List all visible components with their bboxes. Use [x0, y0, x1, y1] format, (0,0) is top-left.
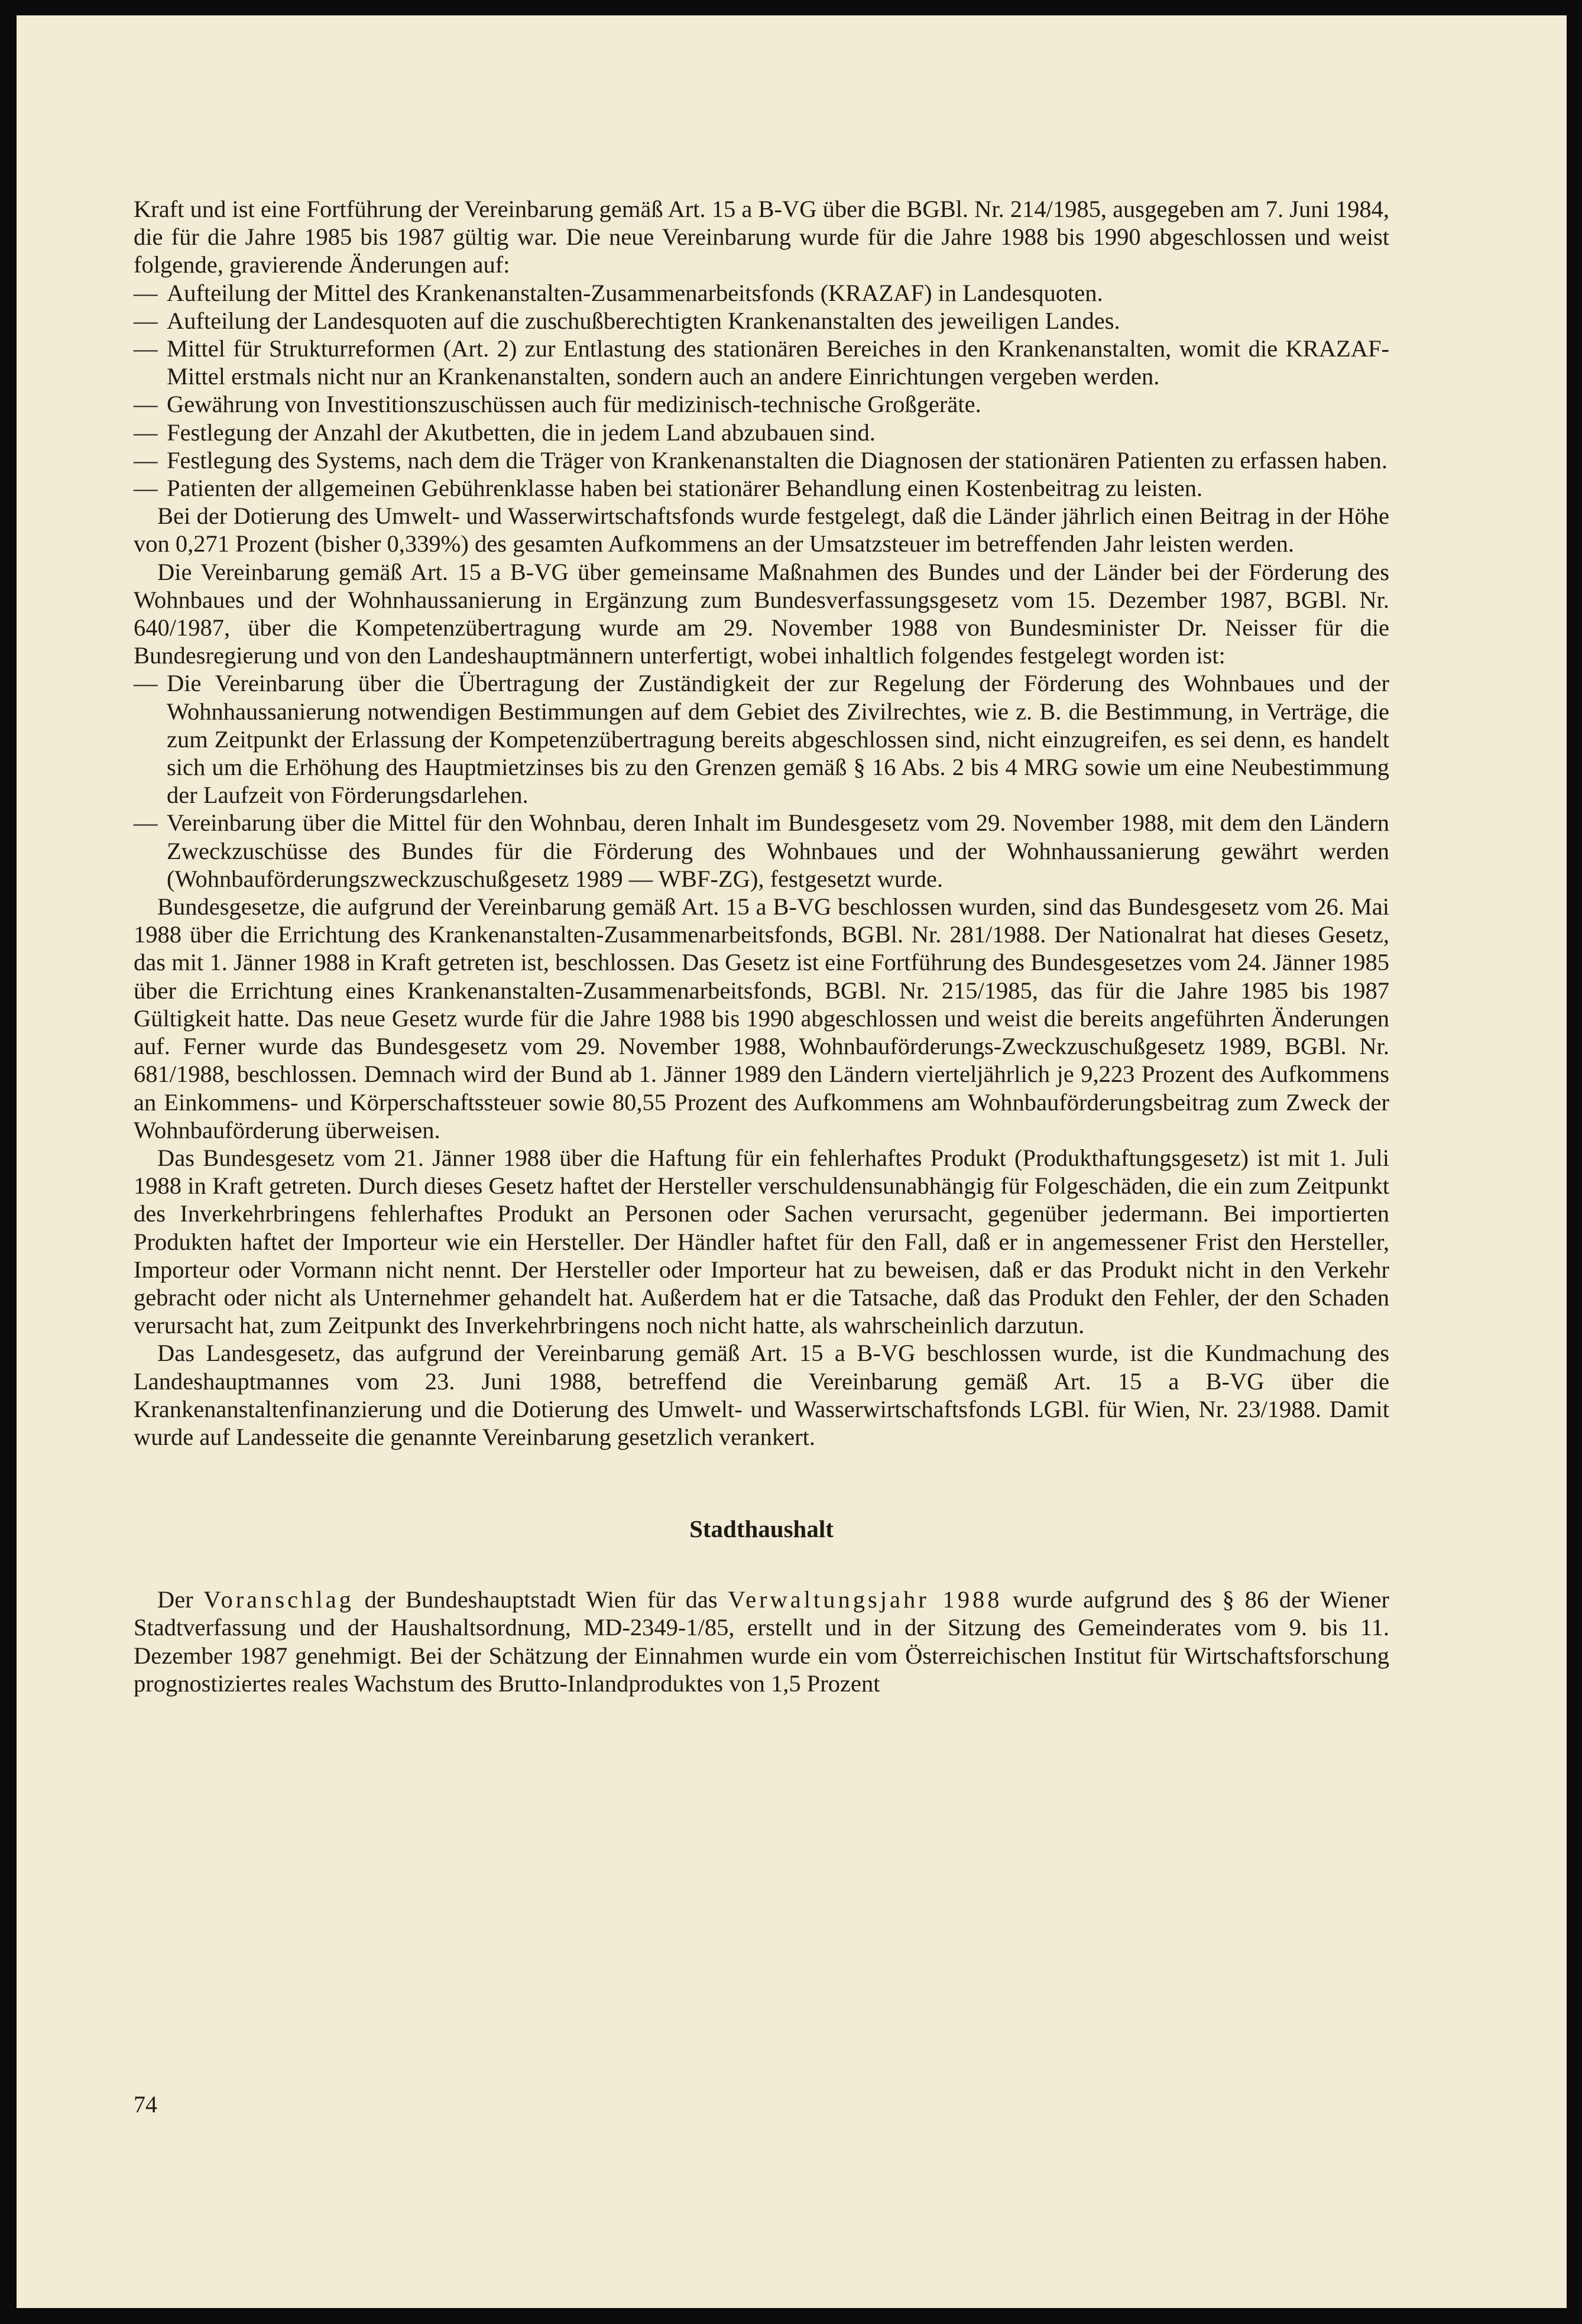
text-voranschlag-spaced: Voranschlag — [203, 1586, 354, 1613]
changes-list — [134, 279, 1389, 503]
list-item-text: Gewährung von Investitionszuschüssen auch für medizinisch-technische Großgeräte. — [167, 391, 981, 418]
list-item-text: Festlegung der Anzahl der Akutbetten, die in jedem Land abzubauen sind. — [167, 419, 876, 446]
list-item-text: Die Vereinbarung über die Übertragung der Zuständigkeit der zur Regelung der Förderung des Wohnbaues und der Wohnhaussanierung notwendigen Bestimmungen auf dem Gebiet des Zivilrechtes, wie z. B. die Bestimmung, in Verträge, die zum Zeitpunkt der Erlassung der Kompetenzübertragung bereits abgeschlossen sind, nicht einzugreifen, es sei denn, es handelt sich um die Erhöhung des Hauptmietzinses bis zu den Grenzen gemäß § 16 Abs. 2 bis 4 MRG sowie um eine Neubestimmung der Laufzeit von Förderungsdarlehen. — [167, 670, 1389, 809]
paragraph-wohnbau: Die Vereinbarung gemäß Art. 15 a B-VG über gemeinsame Maßnahmen des Bundes und der Länder bei der Förderung des Wohnbaues und der Wohnhaussanierung in Ergänzung zum Bundesverfassungsgesetz vom 15. Dezember 1987, BGBl. Nr. 640/1987, über die Kompetenzübertragung wurde am 29. November 1988 von Bundesminister Dr. Neisser für die Bundesregierung und von den Landeshauptmännern unterfertigt, wobei inhaltlich folgendes festgelegt worden ist: — [134, 558, 1389, 669]
paragraph-produkthaftung: Das Bundesgesetz vom 21. Jänner 1988 über die Haftung für ein fehlerhaftes Produkt (Produkthaftungsgesetz) ist mit 1. Juli 1988 in Kraft getreten. Durch dieses Gesetz haftet der Hersteller verschuldensunabhängig für Folgeschäden, die ein zum Zeitpunkt des Inverkehrbringens fehlerhaftes Produkt an Personen oder Sachen verursacht, gegenüber jedermann. Bei importierten Produkten haftet der Importeur wie ein Hersteller. Der Händler haftet für den Fall, daß er in angemessener Frist den Hersteller, Importeur oder Vormann nicht nennt. Der Hersteller oder Importeur hat zu beweisen, daß er das Produkt nicht in den Verkehr gebracht oder nicht als Unternehmer gehandelt hat. Außerdem hat er die Tatsache, daß das Produkt den Fehler, der den Schaden verursacht hat, zum Zeitpunkt des Inverkehrbringens noch nicht hatte, als wahrscheinlich darzutun. — [134, 1144, 1389, 1339]
text-verwaltungsjahr-spaced: Verwaltungsjahr 1988 — [728, 1586, 1003, 1613]
paragraph-voranschlag — [134, 1586, 1389, 1697]
dash-marker: — — [134, 391, 158, 418]
paragraph-umwelt: Bei der Dotierung des Umwelt- und Wasserwirtschaftsfonds wurde festgelegt, daß die Länder jährlich einen Beitrag in der Höhe von 0,271 Prozent (bisher 0,339%) des gesamten Aufkommens an der Umsatzsteuer im betreffenden Jahr leisten werden. — [134, 503, 1389, 557]
list-item — [134, 446, 1389, 474]
dash-marker: — — [134, 475, 158, 502]
page-body — [134, 195, 1389, 1697]
paragraph-intro: Kraft und ist eine Fortführung der Vereinbarung gemäß Art. 15 a B-VG über die BGBl. Nr. 214/1985, ausgegeben am 7. Juni 1984, die für die Jahre 1985 bis 1987 gültig war. Die neue Vereinbarung wurde für die Jahre 1988 bis 1990 abgeschlossen und weist folgende, gravierende Änderungen auf: — [134, 196, 1389, 278]
text-der: Der — [157, 1586, 193, 1613]
text-mid: der Bundeshauptstadt Wien für das — [364, 1586, 718, 1613]
dash-marker: — — [134, 335, 158, 362]
dash-marker: — — [134, 307, 158, 334]
section-heading: Stadthaushalt — [689, 1515, 834, 1543]
list-item — [134, 419, 1389, 446]
list-item-text: Vereinbarung über die Mittel für den Wohnbau, deren Inhalt im Bundesgesetz vom 29. November 1988, mit dem den Ländern Zweckzuschüsse des Bundes für die Förderung des Wohnbaues und der Wohnhaussanierung gewährt werden (Wohnbauförderungszweckzuschußgesetz 1989 — WBF-ZG), festgesetzt wurde. — [167, 809, 1389, 892]
list-item — [134, 335, 1389, 390]
dash-marker: — — [134, 809, 158, 837]
paragraph-landesgesetz: Das Landesgesetz, das aufgrund der Vereinbarung gemäß Art. 15 a B-VG beschlossen wurde, ist die Kundmachung des Landeshauptmannes vom 23. Juni 1988, betreffend die Vereinbarung gemäß Art. 15 a B-VG über die Krankenanstaltenfinanzierung und die Dotierung des Umwelt- und Wasserwirtschaftsfonds LGBl. für Wien, Nr. 23/1988. Damit wurde auf Landesseite die genannte Vereinbarung gesetzlich verankert. — [134, 1340, 1389, 1450]
list-item — [134, 279, 1389, 307]
list-item — [134, 307, 1389, 335]
text-rest: wurde aufgrund des § 86 der Wiener Stadtverfassung und der Haushaltsordnung, MD-2349-1/85, erstellt und in der Sitzung des Gemeinderates vom 9. bis 11. Dezember 1987 genehmigt. Bei der Schätzung der Einnahmen wurde ein vom Österreichischen Institut für Wirtschaftsforschung prognostiziertes reales Wachstum des Brutto-Inlandproduktes von 1,5 Prozent — [134, 1586, 1390, 1697]
dash-marker: — — [134, 279, 158, 306]
list-item-text: Mittel für Strukturreformen (Art. 2) zur Entlastung des stationären Bereiches in den Krankenanstalten, womit die KRAZAF-Mittel erstmals nicht nur an Krankenanstalten, sondern auch an andere Einrichtungen vergeben werden. — [167, 335, 1389, 390]
list-item — [134, 809, 1389, 893]
document-page — [17, 15, 1567, 2308]
dash-marker: — — [134, 446, 158, 474]
list-item-text: Patienten der allgemeinen Gebührenklasse haben bei stationärer Behandlung einen Kostenbeitrag zu leisten. — [167, 475, 1203, 502]
page-number: 74 — [134, 2091, 157, 2118]
wohnbau-list — [134, 669, 1389, 893]
list-item — [134, 390, 1389, 418]
list-item-text: Aufteilung der Landesquoten auf die zuschußberechtigten Krankenanstalten des jeweiligen Landes. — [167, 307, 1120, 334]
paragraph-bundesgesetze: Bundesgesetze, die aufgrund der Vereinbarung gemäß Art. 15 a B-VG beschlossen wurden, sind das Bundesgesetz vom 26. Mai 1988 über die Errichtung des Krankenanstalten-Zusammenarbeitsfonds, BGBl. Nr. 281/1988. Der Nationalrat hat dieses Gesetz, das mit 1. Jänner 1988 in Kraft getreten ist, beschlossen. Das Gesetz ist eine Fortführung des Bundesgesetzes vom 24. Jänner 1985 über die Errichtung eines Krankenanstalten-Zusammenarbeitsfonds, BGBl. Nr. 215/1985, das für die Jahre 1985 bis 1987 Gültigkeit hatte. Das neue Gesetz wurde für die Jahre 1988 bis 1990 abgeschlossen und weist die bereits angeführten Änderungen auf. Ferner wurde das Bundesgesetz vom 29. November 1988, Wohnbauförderungs-Zweckzuschußgesetz 1989, BGBl. Nr. 681/1988, beschlossen. Demnach wird der Bund ab 1. Jänner 1989 den Ländern vierteljährlich je 9,223 Prozent des Aufkommens an Einkommens- und Körperschaftssteuer sowie 80,55 Prozent des Aufkommens am Wohnbauförderungsbeitrag zum Zweck der Wohnbauförderung überweisen. — [134, 893, 1389, 1143]
list-item — [134, 669, 1389, 809]
list-item-text: Aufteilung der Mittel des Krankenanstalten-Zusammenarbeitsfonds (KRAZAF) in Landesquoten. — [167, 279, 1103, 306]
list-item-text: Festlegung des Systems, nach dem die Träger von Krankenanstalten die Diagnosen der stationären Patienten zu erfassen haben. — [167, 446, 1388, 474]
dash-marker: — — [134, 670, 158, 697]
dash-marker: — — [134, 419, 158, 446]
list-item — [134, 474, 1389, 502]
